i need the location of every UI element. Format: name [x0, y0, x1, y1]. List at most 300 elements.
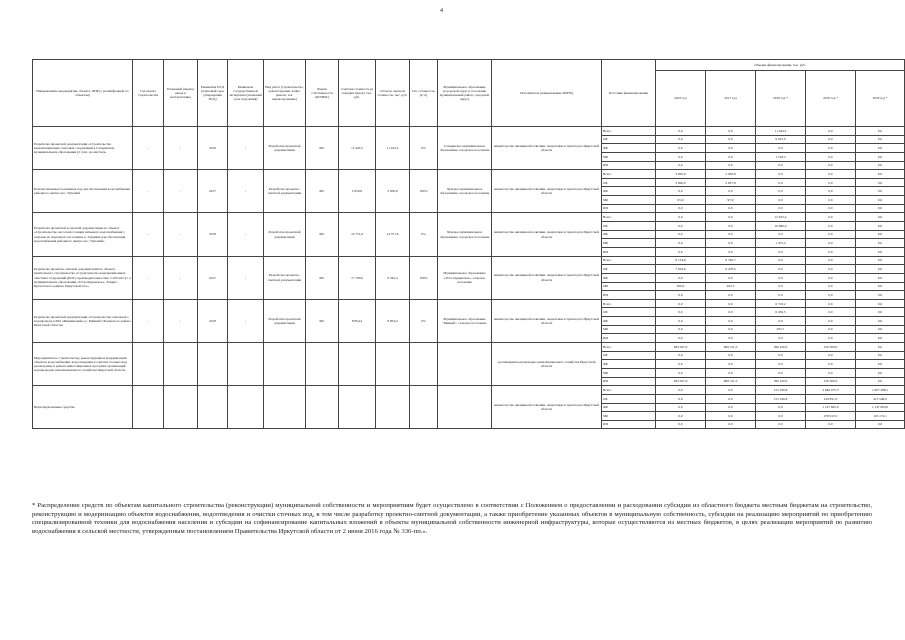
- cell-amount: 7 634,6: [656, 265, 706, 274]
- cell-amount: 6 716,2: [756, 299, 806, 308]
- cell-amount: 419 851,0: [806, 394, 856, 403]
- cell-amount: 0,0: [656, 420, 706, 429]
- cell-amount: 95,0: [656, 196, 706, 205]
- page-number: 4: [440, 8, 443, 14]
- cell-form: МС: [306, 170, 339, 213]
- cell-amount: 0,0: [656, 308, 706, 317]
- header-cell: Наименование мероприятия, объекта, ПИР (с расшифровкой по объектам): [33, 60, 133, 127]
- cell-source: ИИ: [602, 204, 656, 213]
- cell-amount: 0,0: [856, 256, 905, 265]
- cell-amount: 0,0: [656, 317, 706, 326]
- cell-amount: 0,0: [856, 230, 905, 239]
- cell-start: -: [133, 299, 164, 342]
- cell-amount: 0,0: [656, 161, 706, 170]
- cell-source: ФБ: [602, 403, 656, 412]
- cell-amount: 0,0: [656, 127, 706, 136]
- cell-amount: 0,0: [806, 196, 856, 205]
- cell-amount: 0,0: [656, 204, 706, 213]
- cell-amount: 0,0: [706, 213, 756, 222]
- cell-work: Разработка проектной документации: [264, 213, 306, 256]
- cell-exp: -: [228, 170, 264, 213]
- cell-amount: 0,0: [856, 317, 905, 326]
- cell-amount: 0,0: [856, 239, 905, 248]
- cell-amount: 0,0: [706, 204, 756, 213]
- cell-amount: 0,0: [756, 178, 806, 187]
- cell-name: Разработка проектной документации «Строительство канализационных очистных сооружений в Слюдянском муниципальном образовании (2 этап, доочистка)»: [33, 127, 133, 170]
- cell-amount: 6 478,4: [706, 265, 756, 274]
- cell-amount: 0,0: [806, 135, 856, 144]
- cell-source: МБ: [602, 368, 656, 377]
- cell-exp: -: [228, 299, 264, 342]
- cell-amount: 0,0: [856, 325, 905, 334]
- cell-amount: 0,0: [806, 127, 856, 136]
- header-cell: Сметная стоимость (в текущих ценах), тыс. руб.: [339, 60, 376, 127]
- cell-amount: 0,0: [856, 420, 905, 429]
- cell-amount: 0,0: [856, 178, 905, 187]
- table-row: [33, 386, 905, 395]
- cell-amount: 0,0: [856, 377, 905, 386]
- cell-rest: 9 565,4: [376, 256, 410, 299]
- cell-form: МС: [306, 127, 339, 170]
- cell-ready: 100%: [410, 256, 438, 299]
- cell-exec: министерство жилищной политики, энергетики и транспорта Иркутской области: [492, 127, 602, 170]
- cell-source: ИИ: [602, 247, 656, 256]
- cell-amount: 0,0: [856, 291, 905, 300]
- cell-source: ОБ: [602, 308, 656, 317]
- cell-cost: 8 854,4: [339, 299, 376, 342]
- cell-work: [264, 386, 306, 429]
- cell-amount: 0,0: [806, 317, 856, 326]
- cell-name: Разработка проектно-сметной документации по объекту капитального строительства «Строительство канализационных очистных сооружений (КОС) производительностью 2 200 м3/сут. в муниципальном образовании «Усть-Ордынское», Эхирит-Булагатского района, Иркутской обл.»: [33, 256, 133, 299]
- cell-amount: 0,0: [806, 420, 856, 429]
- cell-amount: 0,0: [756, 144, 806, 153]
- cell-amount: 0,0: [856, 368, 905, 377]
- cell-amount: 0,0: [706, 334, 756, 343]
- cell-amount: 1 147 605,0: [806, 403, 856, 412]
- cell-name: Мероприятия по строительству, реконструкции и модернизации объектов водоснабжения, водоотведения и очистки сточных вод, реализуемые в рамках инвестиционных программ организаций водопроводно-канализационного хозяйства Иркутской области: [33, 343, 133, 386]
- cell-amount: 478 613,5: [806, 412, 856, 421]
- header-cell: Остаток сметной стоимости, тыс. руб.: [376, 60, 410, 127]
- cell-amount: 0,0: [756, 196, 806, 205]
- cell-exec: министерство жилищной политики, энергетики и транспорта Иркутской области: [492, 170, 602, 213]
- cell-amount: 0,0: [706, 273, 756, 282]
- cell-amount: 0,0: [856, 247, 905, 256]
- table-row: [33, 127, 905, 136]
- cell-amount: 0,0: [706, 386, 756, 395]
- cell-amount: 0,0: [706, 420, 756, 429]
- cell-exec: министерство жилищной политики, энергетики и транспорта Иркутской области: [492, 213, 602, 256]
- cell-amount: 0,0: [756, 187, 806, 196]
- cell-start: -: [133, 170, 164, 213]
- cell-period: -: [164, 213, 198, 256]
- cell-source: ФБ: [602, 317, 656, 326]
- cell-source: ФБ: [602, 273, 656, 282]
- cell-source: ФБ: [602, 230, 656, 239]
- cell-amount: 6 740,7: [706, 256, 756, 265]
- header-year: 2017 год: [706, 71, 756, 127]
- cell-amount: 0,0: [756, 420, 806, 429]
- cell-amount: 500,0: [656, 282, 706, 291]
- cell-amount: 0,0: [856, 343, 905, 352]
- cell-amount: 0,0: [856, 127, 905, 136]
- cell-amount: 0,0: [806, 213, 856, 222]
- cell-amount: 0,0: [706, 187, 756, 196]
- cell-amount: 0,0: [656, 291, 706, 300]
- cell-amount: 0,0: [706, 308, 756, 317]
- cell-rest: 14 751,6: [376, 213, 410, 256]
- cell-amount: 0,0: [806, 239, 856, 248]
- cell-amount: 0,0: [656, 152, 706, 161]
- cell-amount: 0,0: [706, 247, 756, 256]
- cell-amount: 123 174,1: [856, 412, 905, 421]
- cell-amount: 0,0: [806, 368, 856, 377]
- header-cell: Реквизиты ПСД (плановый срок утверждения ПСД): [198, 60, 228, 127]
- cell-name: Разработка проектной документации «Строительство локального водопровода в МО «Бишкинский» (с. Бишкейт) Боханского района Иркутской области»: [33, 299, 133, 342]
- cell-amount: 0,0: [706, 239, 756, 248]
- cell-name: Поиски питьевых подземных вод для обеспечения водоснабжения районного центра пос. Чунский: [33, 170, 133, 213]
- cell-amount: 8 134,6: [656, 256, 706, 265]
- cell-ready: 0%: [410, 299, 438, 342]
- cell-amount: 0,0: [806, 152, 856, 161]
- cell-amount: 2 837,8: [706, 178, 756, 187]
- cell-amount: 0,0: [856, 308, 905, 317]
- cell-mo: Чунское муниципальное образование, городское поселение: [438, 213, 492, 256]
- cell-amount: 0,0: [656, 360, 706, 369]
- cell-ready: 0%: [410, 213, 438, 256]
- cell-exp: -: [228, 256, 264, 299]
- cell-amount: 0,0: [806, 273, 856, 282]
- header-cell: Вид работ (строительство, реконструкция, капит. ремонт, тех. перевооружение): [264, 60, 306, 127]
- cell-mo: Чунское муниципальное образование, городское поселение: [438, 170, 492, 213]
- cell-source: ОБ: [602, 265, 656, 274]
- header-cell: Муниципальное образование (городской округ и поселение муниципальный район, городской округ): [438, 60, 492, 127]
- cell-amount: 0,0: [656, 187, 706, 196]
- cell-source: Всего: [602, 343, 656, 352]
- cell-amount: 0,0: [706, 161, 756, 170]
- cell-rest: 11 443,3: [376, 127, 410, 170]
- cell-amount: 0,0: [806, 170, 856, 179]
- cell-form: МС: [306, 299, 339, 342]
- cell-source: ОБ: [602, 351, 656, 360]
- cell-amount: 0,0: [756, 360, 806, 369]
- cell-amount: 0,0: [856, 161, 905, 170]
- cell-ready: [410, 343, 438, 386]
- cell-amount: 1 475,2: [756, 239, 806, 248]
- cell-amount: 0,0: [656, 334, 706, 343]
- cell-amount: 0,0: [706, 403, 756, 412]
- cell-psd: [198, 386, 228, 429]
- cell-cost: [339, 343, 376, 386]
- cell-amount: 0,0: [806, 282, 856, 291]
- cell-amount: 0,0: [656, 403, 706, 412]
- cell-exp: -: [228, 127, 264, 170]
- cell-source: Всего: [602, 170, 656, 179]
- cell-ready: 100%: [410, 170, 438, 213]
- cell-period: [164, 386, 198, 429]
- table-row: [33, 343, 905, 352]
- cell-source: Всего: [602, 213, 656, 222]
- cell-source: МБ: [602, 412, 656, 421]
- cell-source: ОБ: [602, 178, 656, 187]
- header-cell: Год начала строительства: [133, 60, 164, 127]
- cell-amount: 6 450,5: [756, 308, 806, 317]
- cell-amount: 0,0: [756, 256, 806, 265]
- header-year: 2016 год: [656, 71, 706, 127]
- cell-form: [306, 343, 339, 386]
- cell-amount: 0,0: [856, 351, 905, 360]
- cell-psd: 2016: [198, 127, 228, 170]
- cell-amount: 0,0: [756, 230, 806, 239]
- cell-name: Разработка проектной и сметной документации по объекту «Строительство насосной станции питьевого водоснабжения 1 подъема из подземного источника р. Зарчикая для обеспечения водоснабжения районного центра пос. Чунский»: [33, 213, 133, 256]
- cell-amount: 97,0: [706, 196, 756, 205]
- cell-amount: 0,0: [656, 299, 706, 308]
- cell-amount: 0,0: [656, 222, 706, 231]
- cell-amount: 0,0: [706, 368, 756, 377]
- cell-amount: 396 100,0: [756, 343, 806, 352]
- cell-amount: 0,0: [756, 334, 806, 343]
- cell-source: ИИ: [602, 377, 656, 386]
- header-year: 2019 год *: [806, 71, 856, 127]
- cell-cost: 2 950,8: [339, 170, 376, 213]
- cell-source: Всего: [602, 256, 656, 265]
- cell-amount: 2 950,8: [706, 170, 756, 179]
- cell-amount: 0,0: [806, 351, 856, 360]
- cell-amount: 155 166,8: [756, 386, 806, 395]
- cell-start: -: [133, 213, 164, 256]
- header-cell: Реквизиты государственной экспертизы (плановый срок получения): [228, 60, 264, 127]
- cell-work: Разработка проектно-сметной документации: [264, 170, 306, 213]
- cell-mo: [438, 386, 492, 429]
- cell-amount: 0,0: [706, 152, 756, 161]
- cell-start: -: [133, 256, 164, 299]
- cell-amount: 0,0: [806, 222, 856, 231]
- cell-psd: 2018: [198, 299, 228, 342]
- cell-amount: 0,0: [806, 291, 856, 300]
- cell-amount: 0,0: [656, 394, 706, 403]
- cell-amount: 284 567,9: [656, 377, 706, 386]
- cell-amount: 0,0: [656, 351, 706, 360]
- cell-amount: 0,0: [706, 144, 756, 153]
- cell-amount: 0,0: [806, 360, 856, 369]
- cell-mo: Слюдянское муниципальное образование, городское поселение: [438, 127, 492, 170]
- cell-amount: 396 100,0: [756, 377, 806, 386]
- footnote: * Распределение средств по объектам капитального строительства (реконструкции) муниципальной собственности и мероприятиям будет осуществлено в соответствии с Положением о предоставлении и расходовании субсидии из областного бюджета местным бюджетам на строительство, реконструкцию и модернизацию объектов водоснабжения, водоотведения и очистки сточных вод, в том числе разработку проектно-сметной документации, а также приобретение указанных объектов в муниципальную собственность, субсидии на реализацию мероприятий по приобретению специализированной техники для водоснабжения населения и субсидии на софинансирование капитальных вложений в объекты муниципальной собственности инженерной инфраструктуры, которые осуществляются из местных бюджетов, в целях реализации мероприятий по развитию водоснабжения в сельской местности, утвержденным постановлением Правительства Иркутской области от 2 июня 2016 года № 336-пп.».: [32, 502, 872, 535]
- cell-source: МБ: [602, 196, 656, 205]
- cell-amount: 0,0: [806, 178, 856, 187]
- cell-amount: 265,7: [756, 325, 806, 334]
- cell-start: [133, 386, 164, 429]
- table-row: [33, 170, 905, 179]
- cell-source: ОБ: [602, 222, 656, 231]
- cell-source: ИИ: [602, 420, 656, 429]
- cell-source: ИИ: [602, 161, 656, 170]
- table-row: [33, 213, 905, 222]
- cell-source: ФБ: [602, 360, 656, 369]
- cell-amount: 0,0: [706, 325, 756, 334]
- cell-amount: 0,0: [656, 135, 706, 144]
- header-cell: Исполнитель (наименование ИОГВ): [492, 60, 602, 127]
- cell-period: -: [164, 127, 198, 170]
- cell-source: МБ: [602, 325, 656, 334]
- cell-mo: Муниципальное образование "Бишкей", сельское поселение: [438, 299, 492, 342]
- cell-amount: 0,0: [856, 213, 905, 222]
- cell-source: МБ: [602, 239, 656, 248]
- cell-amount: 0,0: [706, 230, 756, 239]
- header-cell: Плановый (период ввода в эксплуатацию): [164, 60, 198, 127]
- cell-amount: 0,0: [856, 360, 905, 369]
- cell-psd: 2018: [198, 213, 228, 256]
- cell-amount: 0,0: [706, 317, 756, 326]
- cell-exp: [228, 386, 264, 429]
- cell-amount: 0,0: [756, 403, 806, 412]
- cell-amount: 0,0: [756, 368, 806, 377]
- cell-source: МБ: [602, 152, 656, 161]
- cell-amount: 0,0: [756, 412, 806, 421]
- cell-amount: 3 000,0: [656, 178, 706, 187]
- cell-amount: 0,0: [806, 308, 856, 317]
- cell-amount: 0,0: [756, 317, 806, 326]
- cell-psd: 2017: [198, 256, 228, 299]
- cell-amount: 0,0: [756, 273, 806, 282]
- cell-amount: 0,0: [706, 412, 756, 421]
- cell-amount: 0,0: [856, 204, 905, 213]
- cell-amount: 0,0: [856, 196, 905, 205]
- cell-period: -: [164, 299, 198, 342]
- cell-amount: 2 646 075,5: [806, 386, 856, 395]
- table-row: [33, 299, 905, 308]
- cell-amount: 699 741,5: [706, 343, 756, 352]
- cell-amount: 0,0: [856, 273, 905, 282]
- cell-amount: 0,0: [856, 152, 905, 161]
- cell-form: МС: [306, 213, 339, 256]
- cell-source: ОБ: [602, 135, 656, 144]
- cell-amount: 0,0: [706, 127, 756, 136]
- cell-amount: 0,0: [656, 325, 706, 334]
- cell-mo: Муниципальное образование «Усть-Ордынское», сельское поселение: [438, 256, 492, 299]
- cell-cost: 17 700,0: [339, 256, 376, 299]
- cell-cost: [339, 386, 376, 429]
- cell-amount: 0,0: [706, 135, 756, 144]
- cell-amount: 0,0: [656, 239, 706, 248]
- header-year: 2018 год *: [756, 71, 806, 127]
- cell-period: [164, 343, 198, 386]
- cell-cost: 11 443,3: [339, 127, 376, 170]
- cell-amount: 0,0: [806, 299, 856, 308]
- cell-amount: 0,0: [806, 265, 856, 274]
- cell-amount: 699 741,5: [706, 377, 756, 386]
- cell-source: ФБ: [602, 144, 656, 153]
- cell-amount: 0,0: [856, 299, 905, 308]
- header-year: 2020 год *: [856, 71, 905, 127]
- cell-amount: 0,0: [706, 291, 756, 300]
- cell-amount: 0,0: [656, 412, 706, 421]
- cell-amount: 0,0: [806, 161, 856, 170]
- cell-exec: министерство жилищной политики, энергетики и транспорта Иркутской области: [492, 386, 602, 429]
- cell-psd: 2017: [198, 170, 228, 213]
- cell-mo: [438, 343, 492, 386]
- cell-amount: 0,0: [706, 360, 756, 369]
- cell-source: Всего: [602, 127, 656, 136]
- cell-amount: 0,0: [856, 265, 905, 274]
- cell-amount: 0,0: [656, 230, 706, 239]
- financing-table: [32, 59, 905, 429]
- cell-amount: 1 147 605,0: [856, 403, 905, 412]
- cell-amount: 0,0: [706, 222, 756, 231]
- cell-amount: 0,0: [656, 213, 706, 222]
- cell-work: [264, 343, 306, 386]
- cell-amount: 0,0: [756, 247, 806, 256]
- cell-amount: 0,0: [856, 334, 905, 343]
- cell-source: ИИ: [602, 291, 656, 300]
- cell-source: ОБ: [602, 394, 656, 403]
- cell-source: ИИ: [602, 334, 656, 343]
- cell-amount: 0,0: [656, 144, 706, 153]
- cell-amount: 0,0: [806, 204, 856, 213]
- cell-amount: 0,0: [756, 282, 806, 291]
- cell-amount: 0,0: [806, 325, 856, 334]
- cell-exec: организации водопроводно-канализационного хозяйства Иркутской области: [492, 343, 602, 386]
- cell-amount: 0,0: [756, 265, 806, 274]
- cell-amount: 0,0: [756, 204, 806, 213]
- cell-amount: 10 980,0: [756, 222, 806, 231]
- cell-amount: 1 518,3: [756, 152, 806, 161]
- cell-work: Разработка проектно-сметной документации: [264, 256, 306, 299]
- cell-amount: 0,0: [756, 170, 806, 179]
- cell-amount: 0,0: [656, 247, 706, 256]
- cell-amount: 155 166,8: [756, 394, 806, 403]
- cell-amount: 11 443,3: [756, 127, 806, 136]
- cell-rest: 2 950,8: [376, 170, 410, 213]
- cell-amount: 284 567,9: [656, 343, 706, 352]
- cell-amount: 0,0: [656, 386, 706, 395]
- cell-amount: 0,0: [806, 187, 856, 196]
- cell-work: Разработка проектной документации: [264, 127, 306, 170]
- cell-period: -: [164, 256, 198, 299]
- cell-cost: 14 751,6: [339, 213, 376, 256]
- cell-amount: 3 095,0: [656, 170, 706, 179]
- cell-ready: [410, 386, 438, 429]
- cell-amount: 0,0: [806, 247, 856, 256]
- cell-amount: 0,0: [806, 256, 856, 265]
- cell-amount: 0,0: [706, 299, 756, 308]
- cell-amount: 0,0: [756, 161, 806, 170]
- header-cell: Источник финансирования: [602, 60, 656, 127]
- cell-amount: 413 548,0: [856, 394, 905, 403]
- header-cell: Форма собственности (ОГИМС): [306, 60, 339, 127]
- cell-amount: 0,0: [706, 351, 756, 360]
- cell-amount: 0,0: [856, 282, 905, 291]
- cell-exp: -: [228, 213, 264, 256]
- cell-source: Всего: [602, 386, 656, 395]
- cell-amount: 410 300,0: [806, 377, 856, 386]
- cell-rest: [376, 386, 410, 429]
- cell-amount: 0,0: [856, 144, 905, 153]
- cell-exp: [228, 343, 264, 386]
- cell-amount: 0,0: [856, 170, 905, 179]
- cell-exec: министерство жилищной политики, энергетики и транспорта Иркутской области: [492, 299, 602, 342]
- cell-amount: 0,0: [706, 394, 756, 403]
- cell-amount: 0,0: [806, 230, 856, 239]
- cell-exec: министерство жилищной политики, энергетики и транспорта Иркутской области: [492, 256, 602, 299]
- cell-work: Разработка проектной документации: [264, 299, 306, 342]
- cell-rest: [376, 343, 410, 386]
- cell-amount: 410 300,0: [806, 343, 856, 352]
- header-financing-volumes: Объемы финансирования, тыс. руб.: [656, 60, 905, 71]
- cell-start: [133, 343, 164, 386]
- cell-rest: 8 854,4: [376, 299, 410, 342]
- cell-amount: 9 925,0: [756, 135, 806, 144]
- cell-amount: 1 607 288,1: [856, 386, 905, 395]
